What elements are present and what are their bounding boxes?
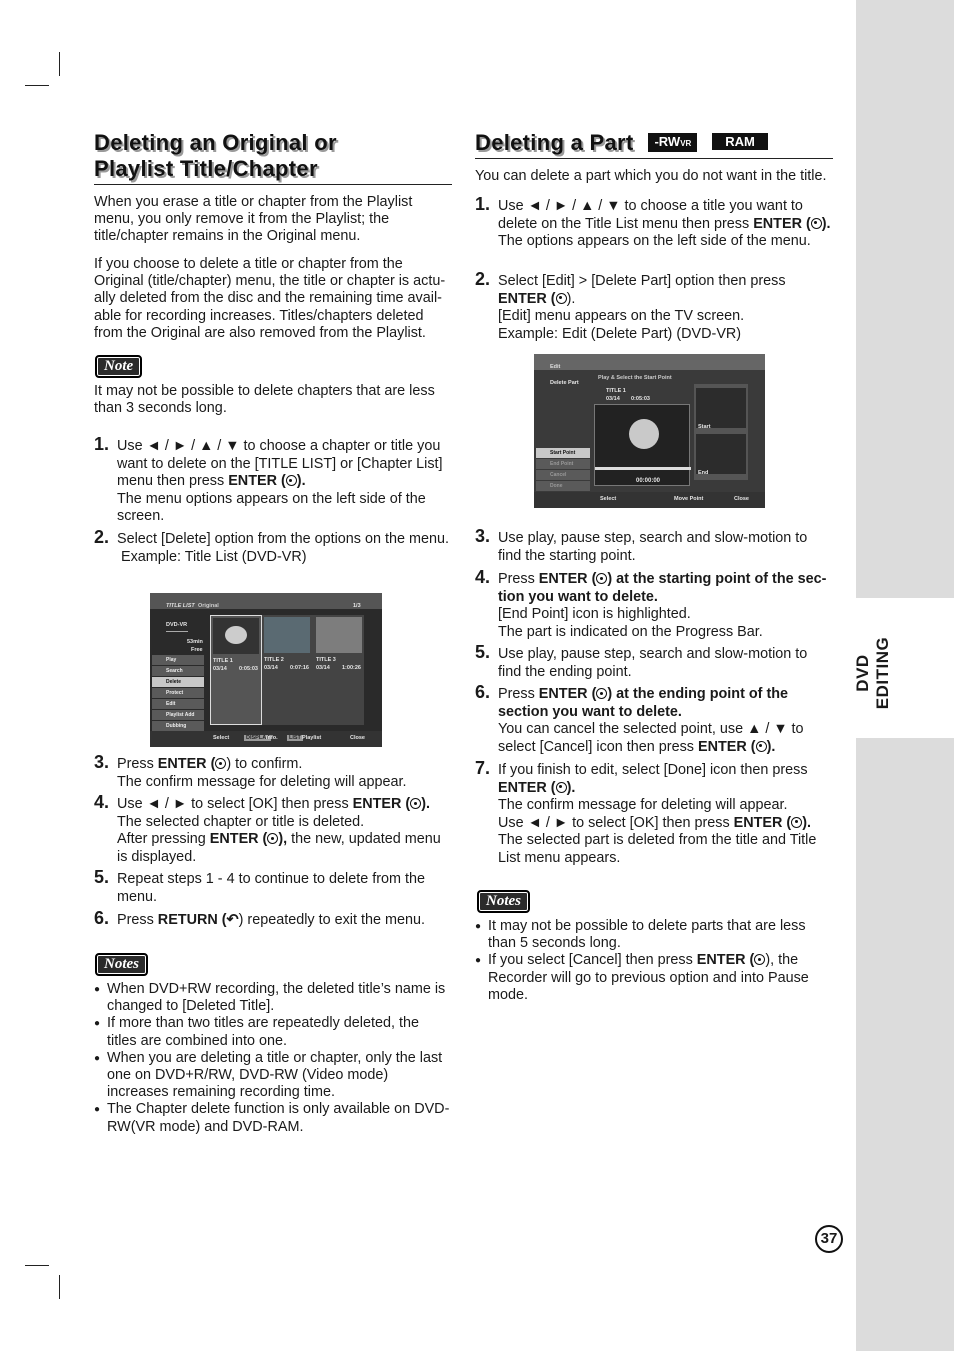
right-step-5: 5. Use play, pause step, search and slow-motion to find the ending point.: [475, 642, 808, 680]
title-list-screenshot: TITLE LIST Original 1/3 DVD-VR 53min Free Play Search Delete Protect Edit Playlist Add Dubbing TITLE 1 03/14 0:05:03 TITLE 2 03/14 0:07:16 TITLE 3 03/14 1:00:26 Select DISPLAY Info. LIST Playlist Close: [150, 593, 382, 747]
note-label: Note: [95, 355, 142, 378]
left-para1: When you erase a title or chapter from the Playlist menu, you only remove it from the Playlist; the title/chapter remains in the Original menu.: [94, 194, 413, 245]
tv-video: [594, 404, 690, 486]
enter-icon: [556, 293, 567, 304]
tv-play-select: Play & Select the Start Point: [598, 375, 672, 381]
enter-icon: [756, 741, 767, 752]
tv-menu: [152, 655, 206, 731]
left-heading-line1: Deleting an Original or: [94, 130, 337, 155]
enter-icon: [267, 833, 278, 844]
tv-thumb: [316, 617, 362, 653]
enter-icon: [791, 817, 802, 828]
tv-time: 53min: [187, 639, 203, 645]
tv-delete-part: Delete Part: [550, 380, 579, 386]
note-item: ● If you select [Cancel] then press ENTER ( ), the Recorder will go to previous option and into Pause mode.: [475, 952, 833, 1004]
enter-icon: [410, 798, 421, 809]
left-heading: [94, 130, 452, 185]
note-item: ● If more than two titles are repeatedly deleted, the titles are combined into one.: [94, 1015, 452, 1049]
ram-badge: RAM: [712, 133, 768, 150]
page-number: 37: [815, 1225, 843, 1253]
left-step-1: 1. Use ◄ / ► / ▲ / ▼ to choose a chapter or title you want to delete on the [TITLE LIST] or [Chapter List] menu then press ENTER ( ). The menu options appears on the left side of the screen.: [94, 434, 443, 525]
tv-menu-play: Play: [152, 655, 204, 665]
tv-menu-protect: Protect: [152, 688, 204, 698]
left-heading-line2: Playlist Title/Chapter: [94, 156, 318, 181]
enter-icon: [556, 782, 567, 793]
right-heading-text: Deleting a Part: [475, 130, 634, 155]
notes-label: Notes: [95, 953, 148, 976]
tv-title-1: TITLE 1 03/14 0:05:03: [210, 615, 262, 725]
right-step-7: 7. If you finish to edit, select [Done] icon then press ENTER ( ). The confirm message for deleting will appear. Use ◄ / ► to select [OK] then press ENTER ( ). The selected part is deleted from the title and Title List menu appears.: [475, 758, 817, 866]
left-step-2: 2. Select [Delete] option from the options on the menu. Example: Title List (DVD-VR): [94, 527, 449, 565]
return-icon: ↶: [226, 912, 239, 928]
crop-mark: [59, 1275, 60, 1299]
tv-title-2: TITLE 2 03/14 0:07:16: [262, 615, 314, 725]
enter-icon: [596, 573, 607, 584]
tv-start: Start: [698, 424, 711, 430]
tv-title-list: TITLE LIST: [166, 603, 195, 609]
note-item: ● When you are deleting a title or chapter, only the last one on DVD+R/RW, DVD-RW (Video mode) increases remaining recording time.: [94, 1050, 452, 1102]
tv-points: [694, 384, 748, 480]
tv-menu-playlist-add: Playlist Add: [152, 710, 204, 720]
tv-page: 1/3: [353, 603, 361, 609]
right-notes-badge: [477, 890, 530, 913]
left-step-5: 5. Repeat steps 1 - 4 to continue to delete from the menu.: [94, 867, 425, 905]
tv-menu-edit: Edit: [152, 699, 204, 709]
tv-thumb: [213, 618, 259, 654]
enter-icon: [754, 954, 765, 965]
tv-original: Original: [198, 603, 219, 609]
right-step-6: 6. Press ENTER ( ) at the ending point of the section you want to delete. You can cancel the selected point, use ▲ / ▼ to select [Cancel] icon then press ENTER ( ).: [475, 682, 804, 755]
enter-icon: [286, 475, 297, 486]
crop-mark: [25, 85, 49, 86]
tv-thumb: [264, 617, 310, 653]
tv-disc: DVD-VR: [166, 622, 188, 628]
right-notes-label: Notes: [477, 890, 530, 913]
enter-icon: [596, 688, 607, 699]
tv-edit-menu: Start Point End Point Cancel Done: [536, 448, 590, 494]
tv-menu-dubbing: Dubbing: [152, 721, 204, 731]
note-item: ● The Chapter delete function is only available on DVD-RW(VR mode) and DVD-RAM.: [94, 1101, 452, 1135]
left-notes: [94, 981, 452, 1136]
right-intro: You can delete a part which you do not want in the title.: [475, 168, 827, 184]
right-step-2: 2. Select [Edit] > [Delete Part] option then press ENTER ( ). [Edit] menu appears on the TV screen. Example: Edit (Delete Part) (DVD-VR): [475, 269, 786, 342]
right-step-1: 1. Use ◄ / ► / ▲ / ▼ to choose a title you want to delete on the Title List menu then press ENTER ( ). The options appears on the left side of the menu.: [475, 194, 831, 250]
note-badge: [95, 355, 142, 378]
side-tab-label: DVD EDITING: [853, 636, 892, 710]
tv-end: End: [698, 470, 709, 476]
right-notes: [475, 918, 833, 1004]
tv-title-3: TITLE 3 03/14 1:00:26: [314, 615, 364, 725]
left-step-4: 4. Use ◄ / ► to select [OK] then press ENTER ( ). The selected chapter or title is deleted. After pressing ENTER ( ), the new, updated menu is displayed.: [94, 792, 441, 865]
note-item: ● When DVD+RW recording, the deleted title’s name is changed to [Deleted Title].: [94, 981, 452, 1015]
enter-icon: [811, 218, 822, 229]
left-para2: If you choose to delete a title or chapter from the Original (title/chapter) menu, the title or chapter is actu-ally deleted from the disc and the remaining time avail-able for recording increases. Titles/chapters deleted from the Original are also removed from the Playlist.: [94, 256, 446, 341]
right-step-4: 4. Press ENTER ( ) at the starting point of the sec-tion you want to delete. [End Point] icon is highlighted. The part is indicated on the Progress Bar.: [475, 567, 827, 640]
note-item: ● It may not be possible to delete parts that are less than 5 seconds long.: [475, 918, 833, 952]
edit-screenshot: Edit Delete Part Play & Select the Start Point TITLE 1 03/14 0:05:03 00:00:00 Start End Start Point End Point Cancel Done Select Move Point Close: [534, 354, 765, 508]
right-heading: [475, 130, 833, 159]
notes-badge: [95, 953, 148, 976]
tv-menu-delete: Delete: [152, 677, 204, 687]
crop-mark: [59, 52, 60, 76]
note-text: It may not be possible to delete chapters that are less than 3 seconds long.: [94, 383, 435, 417]
tv-free: Free: [191, 647, 203, 653]
crop-mark: [25, 1265, 49, 1266]
tv-edit: Edit: [550, 364, 561, 370]
rw-vr-badge: -RWVR: [648, 133, 697, 152]
left-step-3: 3. Press ENTER ( ) to confirm. The confirm message for deleting will appear.: [94, 752, 407, 790]
tv-menu-search: Search: [152, 666, 204, 676]
right-step-3: 3. Use play, pause step, search and slow-motion to find the starting point.: [475, 526, 808, 564]
left-step-6: 6. Press RETURN (↶) repeatedly to exit the menu.: [94, 908, 425, 928]
tv-title: TITLE 1: [606, 388, 626, 394]
enter-icon: [215, 758, 226, 769]
